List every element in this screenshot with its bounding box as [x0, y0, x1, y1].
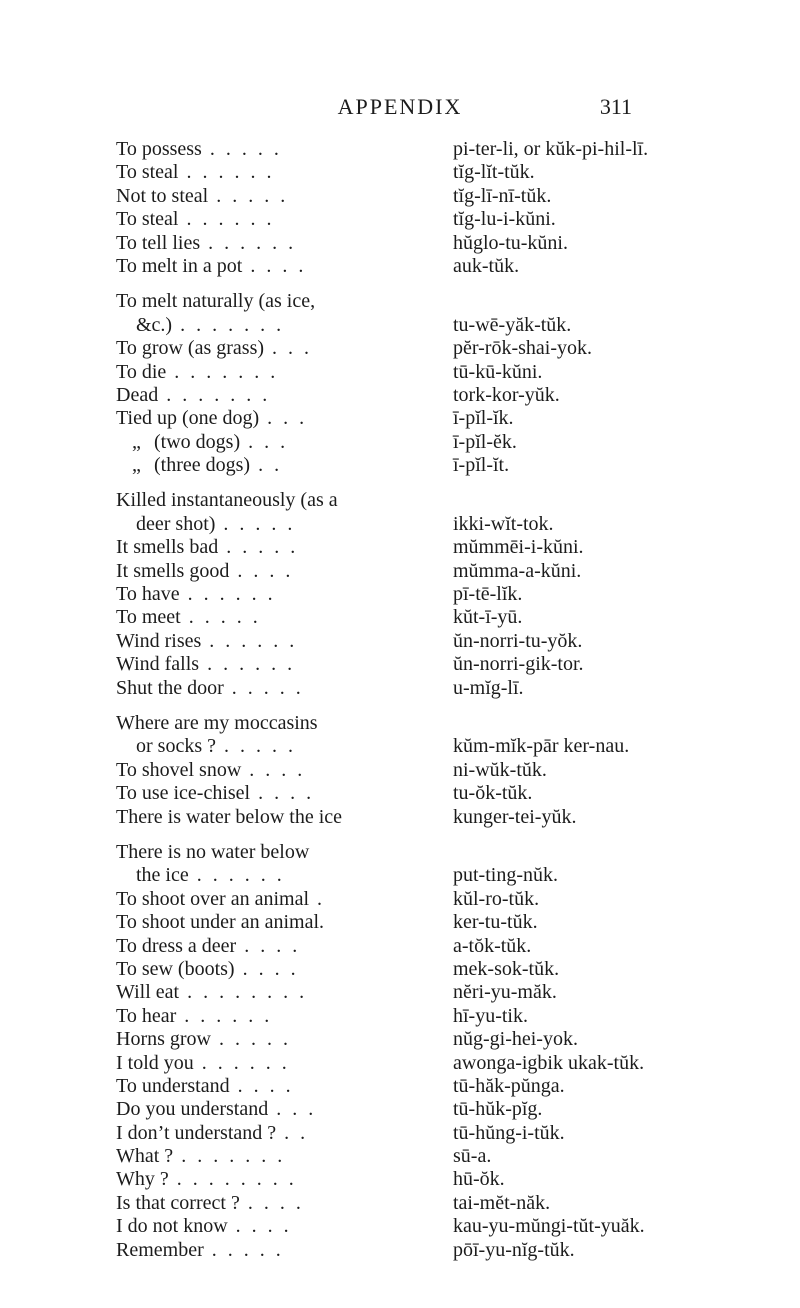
leader-dots: . . .: [240, 430, 289, 453]
leader-dots: . . . . . . . .: [179, 981, 308, 1004]
native-translation: kunger-tei-yŭk.: [453, 805, 577, 828]
english-phrase: [116, 677, 456, 700]
english-text: To tell lies: [116, 231, 201, 254]
leader-dots: . .: [250, 454, 283, 477]
english-phrase: [116, 888, 456, 911]
native-translation: sū-a.: [453, 1145, 492, 1168]
leader-dots: . . . . .: [218, 536, 299, 559]
native-translation: nĕri-yu-măk.: [453, 981, 557, 1004]
native-translation: ŭn-norri-tu-yŏk.: [453, 629, 583, 652]
native-translation: ni-wŭk-tŭk.: [453, 758, 547, 781]
vocab-entry: [0, 806, 800, 829]
vocab-entry: [0, 935, 800, 958]
leader-dots: . . . . . .: [178, 208, 275, 231]
vocab-entry: [0, 759, 800, 782]
leader-dots: . . . .: [241, 758, 306, 781]
vocab-entry: [0, 431, 800, 454]
leader-dots: . . . . .: [201, 138, 282, 160]
english-text: It smells bad: [116, 536, 219, 559]
leader-dots: . . .: [259, 407, 308, 430]
entry-spacer: [0, 278, 800, 290]
english-phrase: [116, 653, 456, 676]
english-text: To use ice-chisel: [116, 782, 251, 805]
native-translation: u-mĭg-lī.: [453, 676, 524, 699]
vocabulary-list: [0, 138, 800, 1262]
entry-spacer: [0, 829, 800, 841]
leader-dots: . . . . . . .: [172, 313, 285, 336]
english-text: Why ?: [116, 1168, 169, 1191]
english-phrase: [116, 1005, 456, 1028]
leader-dots: . . .: [268, 1098, 317, 1121]
english-text: Will eat: [116, 981, 180, 1004]
english-phrase: [116, 255, 456, 278]
native-translation: kŭt-ī-yū.: [453, 606, 523, 629]
vocab-entry: [0, 384, 800, 407]
vocab-entry: [0, 1005, 800, 1028]
native-translation: ŭn-norri-gik-tor.: [453, 653, 584, 676]
english-phrase: [116, 1145, 456, 1168]
vocab-entry: [0, 1122, 800, 1145]
ditto-mark: „: [132, 454, 141, 477]
vocab-entry: [0, 653, 800, 676]
english-text: There is no water below: [116, 840, 310, 863]
native-translation: tū-hŭng-i-tŭk.: [453, 1121, 565, 1144]
english-phrase: [116, 841, 456, 888]
english-phrase: [116, 1192, 456, 1215]
english-text: Is that correct ?: [116, 1191, 240, 1214]
vocab-entry: [0, 255, 800, 278]
english-phrase: [116, 1215, 456, 1238]
english-text: Where are my moccasins: [116, 712, 318, 735]
english-phrase: [116, 384, 456, 407]
vocab-entry: [0, 161, 800, 184]
english-phrase: [116, 290, 456, 337]
vocab-entry: [0, 981, 800, 1004]
native-translation: tork-kor-yŭk.: [453, 383, 560, 406]
english-phrase: [116, 560, 456, 583]
native-translation: ī-pĭl-ĕk.: [453, 430, 517, 453]
native-translation: hū-ŏk.: [453, 1168, 505, 1191]
english-text: Killed instantaneously (as a: [116, 489, 338, 512]
english-text: To hear: [116, 1004, 177, 1027]
english-text-continued: [116, 513, 456, 536]
leader-dots: .: [309, 887, 325, 910]
leader-dots: . . . . . .: [179, 583, 276, 606]
native-translation: put-ting-nŭk.: [453, 864, 558, 887]
english-phrase: [116, 958, 456, 981]
leader-dots: . . . . . .: [201, 629, 298, 652]
vocab-entry: [0, 489, 800, 536]
vocab-entry: [0, 782, 800, 805]
vocab-entry: [0, 1168, 800, 1191]
english-phrase: [116, 806, 456, 829]
english-text: Wind rises: [116, 629, 202, 652]
leader-dots: . . . . . .: [200, 231, 297, 254]
native-translation: pĕr-rōk-shai-yok.: [453, 337, 592, 360]
leader-dots: . . . . . .: [188, 864, 285, 887]
english-phrase: [116, 981, 456, 1004]
native-translation: kau-yu-mŭngi-tŭt-yuăk.: [453, 1215, 645, 1238]
vocab-entry: [0, 606, 800, 629]
leader-dots: . . . .: [242, 254, 307, 277]
english-phrase: [116, 935, 456, 958]
leader-dots: . . . . .: [223, 676, 304, 699]
leader-dots: . . . . . . .: [173, 1145, 286, 1168]
leader-dots: . . . . . . .: [158, 383, 271, 406]
leader-dots: . .: [276, 1121, 309, 1144]
english-text: To dress a deer: [116, 934, 237, 957]
english-text: To sew (boots): [116, 957, 235, 980]
english-text: To meet: [116, 606, 181, 629]
english-phrase: [116, 489, 456, 536]
english-phrase: [116, 536, 456, 559]
english-text-continued: [116, 735, 456, 758]
vocab-entry: [0, 677, 800, 700]
native-translation: tai-mĕt-năk.: [453, 1191, 551, 1214]
leader-dots: . . . .: [250, 782, 315, 805]
leader-dots: .: [319, 911, 327, 934]
leader-dots: . . . .: [234, 957, 299, 980]
native-translation: tu-ŏk-tŭk.: [453, 782, 533, 805]
english-text: To shoot over an animal: [116, 887, 309, 910]
leader-dots: . . . . . . . .: [168, 1168, 297, 1191]
english-text: To shoot under an animal: [116, 911, 319, 934]
english-text: To melt naturally (as ice,: [116, 290, 316, 313]
english-phrase: [116, 232, 456, 255]
english-text: To die: [116, 360, 167, 383]
vocab-entry: [0, 1098, 800, 1121]
vocab-entry: [0, 208, 800, 231]
english-text-continued: [116, 314, 456, 337]
vocab-entry: [0, 888, 800, 911]
vocab-entry: [0, 712, 800, 759]
english-text: Remember: [116, 1238, 204, 1261]
english-phrase: [116, 1098, 456, 1121]
leader-dots: . . . . .: [208, 184, 289, 207]
leader-dots: . . . .: [229, 559, 294, 582]
english-phrase: [116, 1075, 456, 1098]
english-phrase: [116, 1052, 456, 1075]
vocab-entry: [0, 407, 800, 430]
english-text: To grow (as grass): [116, 337, 265, 360]
english-phrase: [116, 911, 456, 934]
native-translation: ī-pĭl-ĭt.: [453, 454, 510, 477]
english-text: (two dogs): [154, 430, 241, 453]
english-text: To possess: [116, 138, 202, 160]
vocab-entry: [0, 911, 800, 934]
english-phrase: [116, 712, 456, 759]
vocab-entry: [0, 290, 800, 337]
english-text-line2: &c.): [136, 313, 173, 336]
english-text-line2: or socks ?: [136, 735, 216, 758]
native-translation: mŭmma-a-kŭni.: [453, 559, 582, 582]
vocab-entry: [0, 337, 800, 360]
leader-dots: . . . .: [227, 1215, 292, 1238]
native-translation: nŭg-gi-hei-yok.: [453, 1028, 578, 1051]
leader-dots: . . . . . .: [176, 1004, 273, 1027]
entry-spacer: [0, 700, 800, 712]
page-header: [0, 92, 800, 122]
english-phrase: [116, 630, 456, 653]
native-translation: pi-ter-li, or kŭk-pi-hil-lī.: [453, 138, 649, 160]
vocab-entry: [0, 1239, 800, 1262]
native-translation: hī-yu-tik.: [453, 1004, 528, 1027]
leader-dots: . . . . .: [180, 606, 261, 629]
english-text: Dead: [116, 383, 159, 406]
english-text: I told you: [116, 1051, 194, 1074]
english-phrase: [116, 782, 456, 805]
native-translation: tū-kū-kŭni.: [453, 360, 543, 383]
entry-spacer: [0, 477, 800, 489]
english-phrase: [116, 161, 456, 184]
native-translation: tū-hăk-pŭnga.: [453, 1074, 565, 1097]
ditto-mark: „: [132, 430, 141, 453]
vocab-entry: [0, 841, 800, 888]
english-phrase: [116, 1239, 456, 1262]
vocab-entry: [0, 583, 800, 606]
native-translation: awonga-igbik ukak-tŭk.: [453, 1051, 645, 1074]
english-phrase: [116, 337, 456, 360]
english-text: To melt in a pot: [116, 254, 243, 277]
english-phrase: [116, 361, 456, 384]
leader-dots: . . .: [264, 337, 313, 360]
english-text: What ?: [116, 1145, 174, 1168]
english-text-continued: [116, 864, 456, 887]
english-text: Horns grow: [116, 1028, 211, 1051]
leader-dots: . . . . . .: [193, 1051, 290, 1074]
english-phrase: [116, 1168, 456, 1191]
vocab-entry: [0, 1192, 800, 1215]
native-translation: mek-sok-tŭk.: [453, 957, 560, 980]
english-phrase: [116, 454, 456, 477]
native-translation: a-tŏk-tŭk.: [453, 934, 532, 957]
leader-dots: . . . . .: [211, 1028, 291, 1051]
leader-dots: . . . . .: [203, 1238, 284, 1261]
english-text: To steal: [116, 208, 179, 231]
english-text: To steal: [116, 161, 179, 184]
native-translation: kŭm-mĭk-pār ker-nau.: [453, 735, 630, 758]
english-phrase: [116, 1028, 456, 1051]
english-text: Do you understand: [116, 1098, 269, 1121]
vocab-entry: [0, 560, 800, 583]
leader-dots: . . . . . .: [199, 653, 296, 676]
native-translation: pī-tē-lĭk.: [453, 583, 523, 606]
native-translation: ī-pĭl-ĭk.: [453, 407, 514, 430]
english-text: To shovel snow: [116, 758, 242, 781]
english-text: Wind falls: [116, 653, 200, 676]
vocab-entry: [0, 536, 800, 559]
vocab-entry: [0, 1028, 800, 1051]
vocab-entry: [0, 1145, 800, 1168]
native-translation: tĭg-lu-i-kŭni.: [453, 208, 556, 231]
leader-dots: . . . .: [229, 1074, 294, 1097]
english-phrase: [116, 606, 456, 629]
english-text-line2: the ice: [136, 864, 189, 887]
english-phrase: [116, 1122, 456, 1145]
leader-dots: . . . . . . .: [166, 360, 279, 383]
vocab-entry: [0, 630, 800, 653]
english-phrase: [116, 759, 456, 782]
english-text: I do not know: [116, 1215, 228, 1238]
english-text: To understand: [116, 1074, 230, 1097]
vocab-entry: [0, 361, 800, 384]
vocab-entry: [0, 1215, 800, 1238]
native-translation: mŭmmēi-i-kŭni.: [453, 536, 584, 559]
native-translation: tĭg-lī-nī-tŭk.: [453, 184, 552, 207]
page-number: 311: [599, 94, 632, 119]
native-translation: ikki-wĭt-tok.: [453, 512, 554, 535]
native-translation: kŭl-ro-tŭk.: [453, 887, 540, 910]
english-text: Tied up (one dog): [116, 407, 260, 430]
native-translation: hŭglo-tu-kŭni.: [453, 231, 568, 254]
english-phrase: [116, 407, 456, 430]
leader-dots: . . . . .: [215, 735, 296, 758]
english-phrase: [116, 208, 456, 231]
vocab-entry: [0, 185, 800, 208]
vocab-entry: [0, 958, 800, 981]
english-text-line2: deer shot): [136, 512, 216, 535]
english-phrase: [116, 583, 456, 606]
english-phrase: [116, 185, 456, 208]
english-text: Not to steal: [116, 184, 209, 207]
native-translation: auk-tŭk.: [453, 254, 520, 277]
leader-dots: . . . . .: [215, 512, 296, 535]
running-head-title: APPENDIX: [337, 94, 463, 119]
leader-dots: . . . . . .: [178, 161, 275, 184]
english-text: It smells good: [116, 559, 230, 582]
english-text: (three dogs): [154, 454, 251, 477]
leader-dots: . . . .: [236, 934, 301, 957]
vocab-entry: [0, 232, 800, 255]
vocab-entry: [0, 1052, 800, 1075]
english-text: There is water below the ice: [116, 805, 343, 828]
native-translation: ker-tu-tŭk.: [453, 911, 538, 934]
vocab-entry: [0, 454, 800, 477]
english-text: To have: [116, 583, 180, 606]
english-phrase: [116, 138, 456, 161]
native-translation: tū-hŭk-pĭg.: [453, 1098, 543, 1121]
english-phrase: [116, 431, 456, 454]
english-text: Shut the door: [116, 676, 224, 699]
native-translation: tu-wē-yăk-tŭk.: [453, 313, 572, 336]
vocab-entry: [0, 1075, 800, 1098]
leader-dots: . . . .: [239, 1191, 304, 1214]
vocab-entry: [0, 138, 800, 161]
native-translation: pōī-yu-nĭg-tŭk.: [453, 1238, 575, 1261]
native-translation: tĭg-lĭt-tŭk.: [453, 161, 535, 184]
english-text: I don’t understand ?: [116, 1121, 277, 1144]
